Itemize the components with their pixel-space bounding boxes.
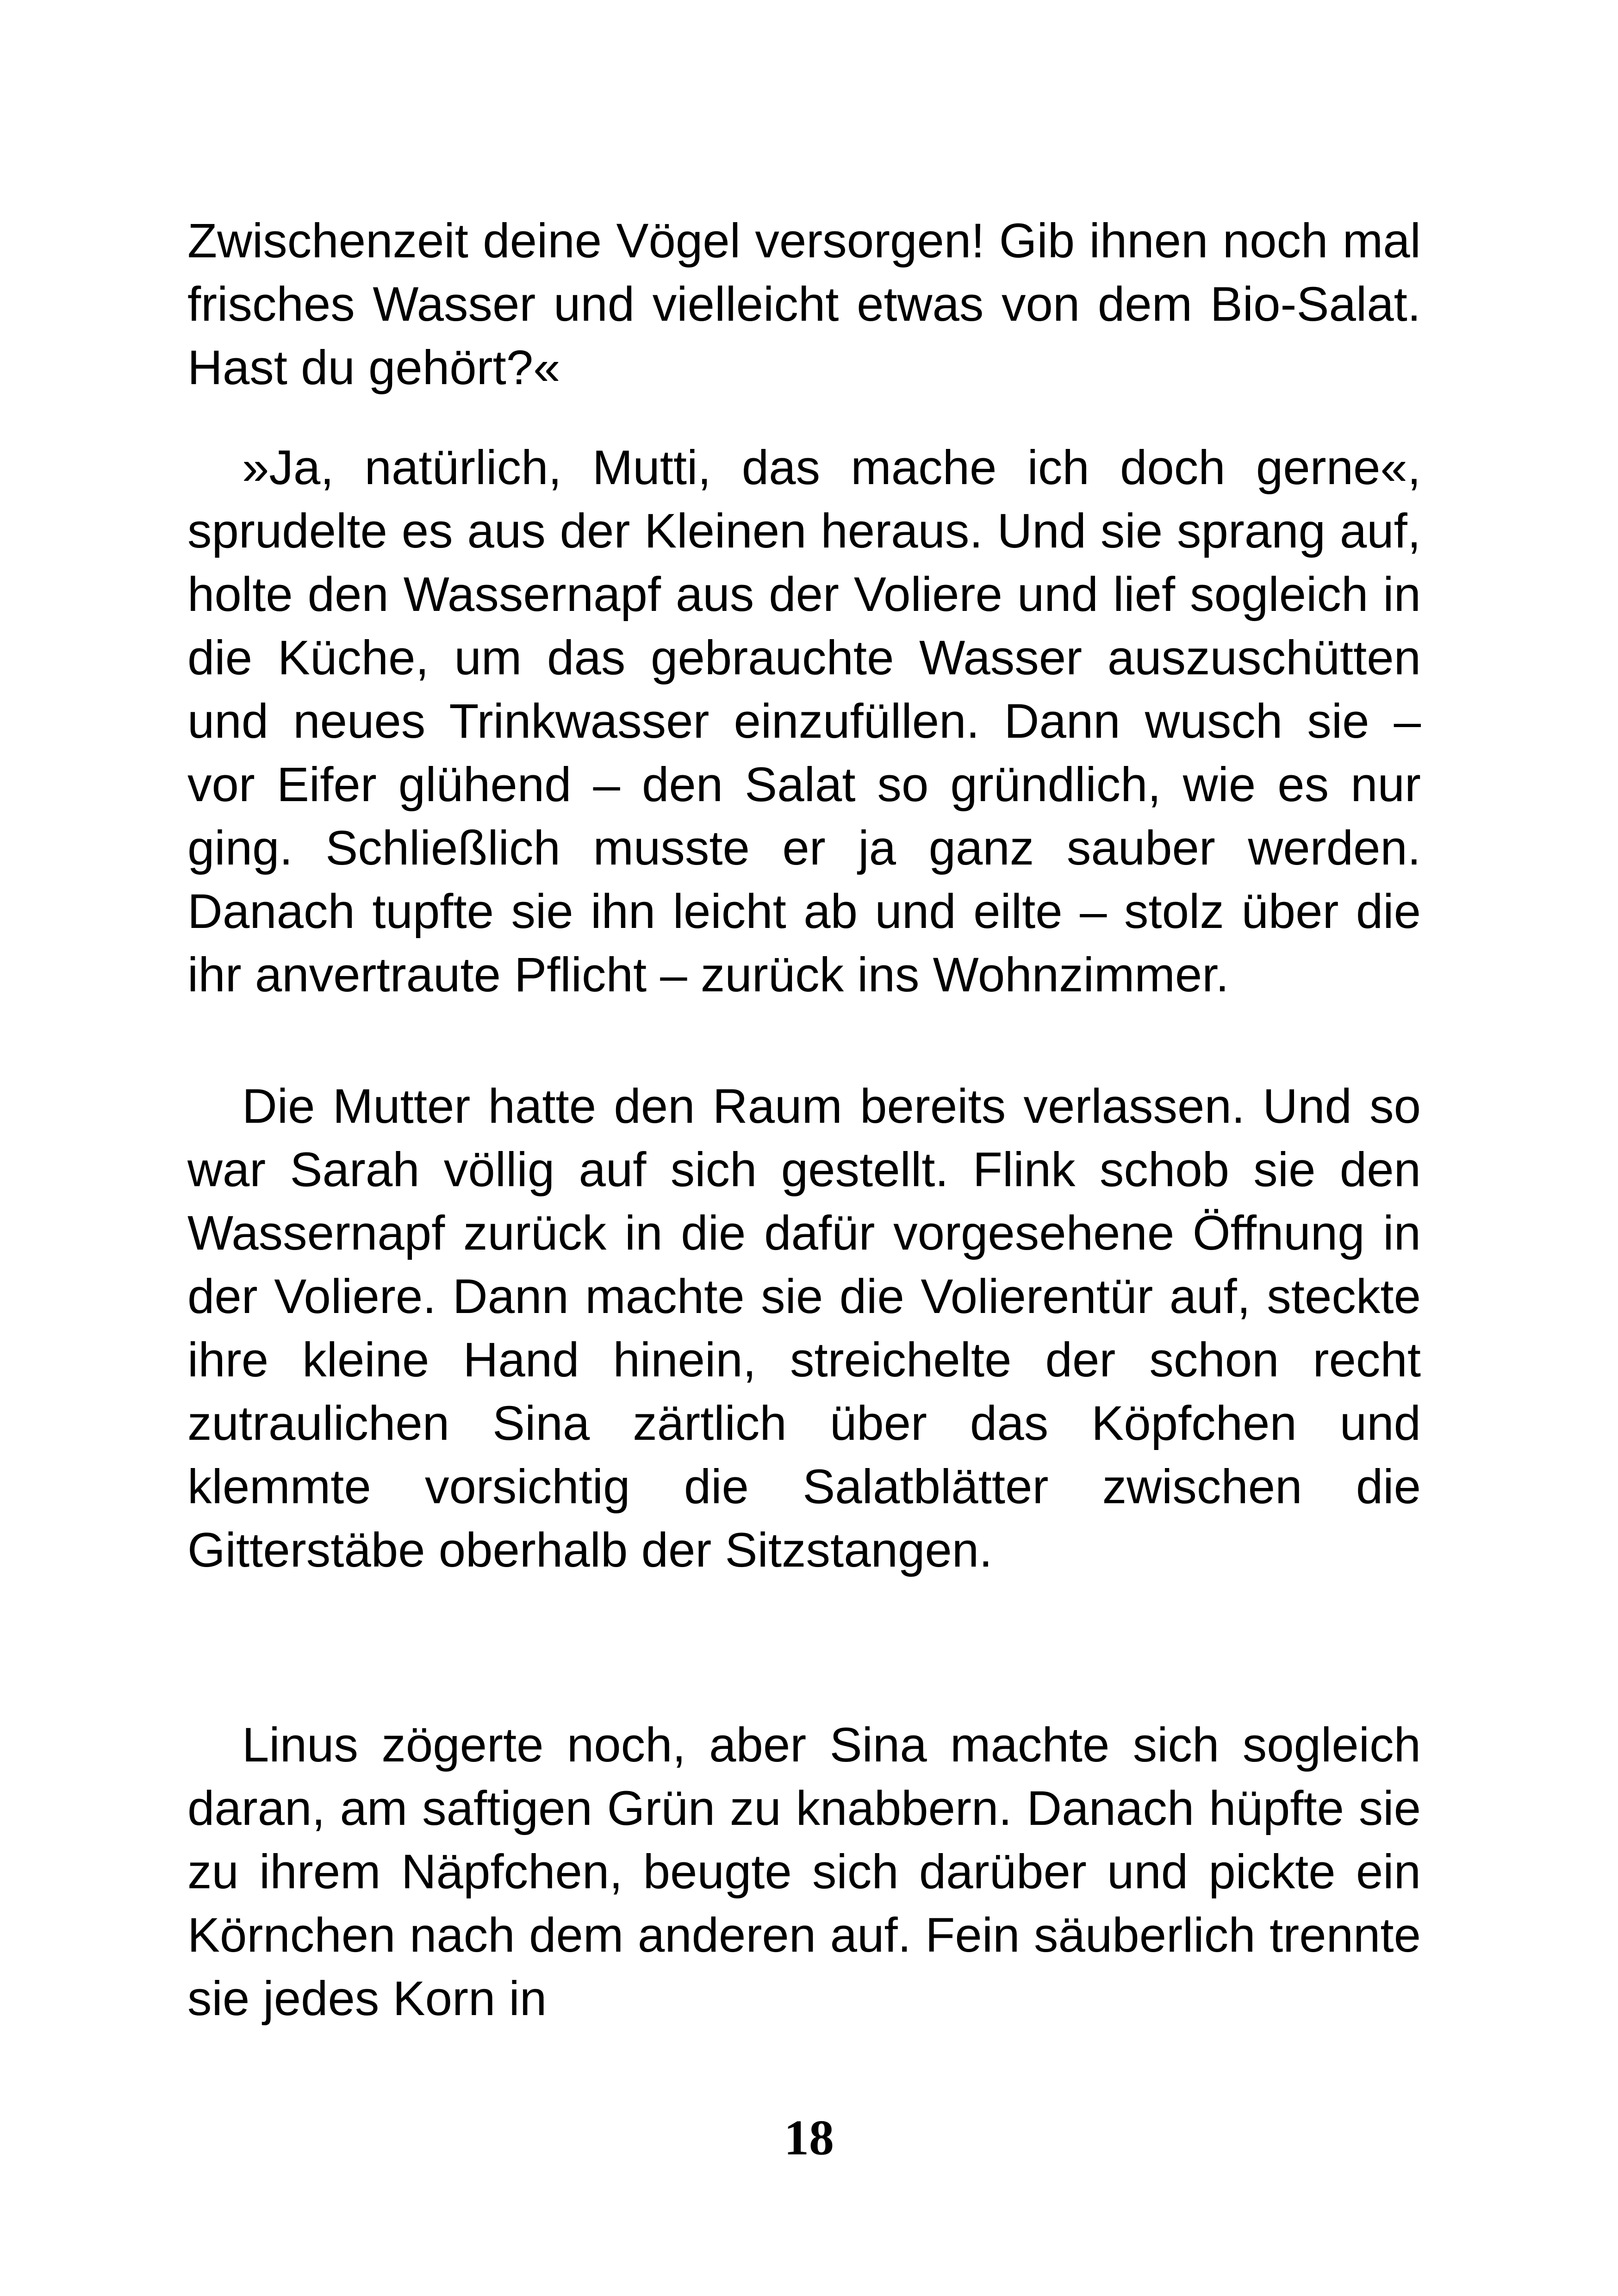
- page-number: 18: [784, 2110, 834, 2165]
- paragraph-mother-left: Die Mutter hatte den Raum bereits verlassen. Und so war Sarah völlig auf sich gestellt. Flink schob sie den Wassernapf zurück in die dafür vorgesehene Öffnung in der Voliere. Dann machte sie die Volierentür auf, steckte ihre kleine Hand hinein, streichelte der schon recht zutraulichen Sina zärtlich über das Köpfchen und klemmte vorsichtig die Salatblätter zwischen die Gitterstäbe oberhalb der Sitzstangen.: [187, 1079, 1421, 1577]
- paragraph-sina-eats: Linus zögerte noch, aber Sina machte sich sogleich daran, am saftigen Grün zu knabbern. Danach hüpfte sie zu ihrem Näpfchen, beugte sich darüber und pickte ein Körnchen nach dem anderen auf. Fein säuberlich trennte sie jedes Korn in: [187, 1718, 1421, 2026]
- paragraph-sarah-answers: »Ja, natürlich, Mutti, das mache ich doch gerne«, sprudelte es aus der Kleinen heraus. Und sie sprang auf, holte den Wassernapf aus der Voliere und lief sogleich in die Küche, um das gebrauchte Wasser auszuschütten und neues Trinkwasser einzufüllen. Dann wusch sie – vor Eifer glühend – den Salat so gründlich, wie es nur ging. Schließlich musste er ja ganz sauber werden. Danach tupfte sie ihn leicht ab und eilte – stolz über die ihr anvertraute Pflicht – zurück ins Wohnzimmer.: [187, 441, 1421, 1002]
- paragraph-continuation: Zwischenzeit deine Vögel versorgen! Gib ihnen noch mal frisches Wasser und vielleicht etwas von dem Bio-Salat. Hast du gehört?«: [187, 214, 1421, 395]
